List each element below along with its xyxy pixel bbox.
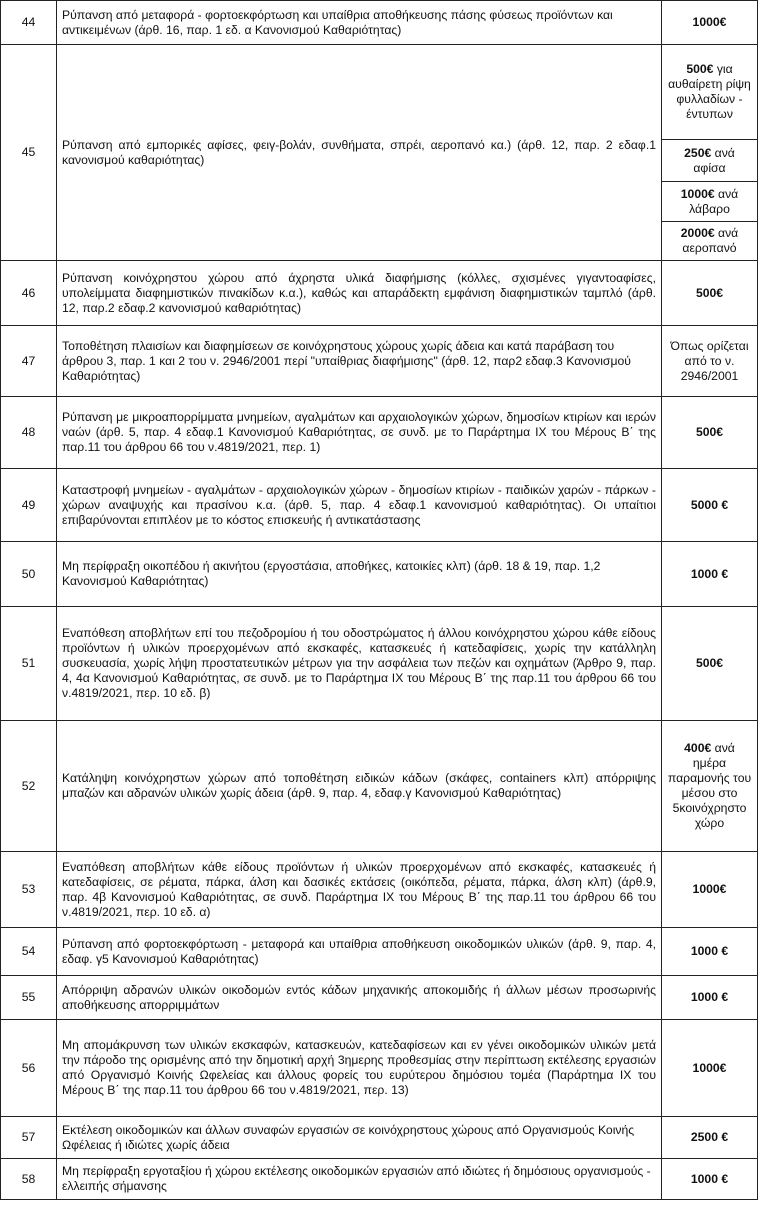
row-fine [662, 1117, 758, 1159]
fine-amount: 1000€ [692, 15, 727, 29]
table-row [1, 1, 758, 45]
fine-note: για αυθαίρετη ρίψη φυλλαδίων - έντυπων [668, 62, 751, 121]
fine-amount: 1000 € [690, 990, 729, 1004]
row-fine [662, 182, 758, 222]
table-row [1, 469, 758, 542]
fine-amount: 500€ [695, 425, 724, 439]
table-row [1, 1159, 758, 1200]
fine-amount: 500€ [695, 656, 724, 670]
row-description: Εναπόθεση αποβλήτων επί του πεζοδρομίου ή του οδοστρώματος ή άλλου κοινόχρηστου χώρου κάθε είδους προϊόντων ή υλικών προερχομένων από εκσκαφές, κατασκευές ή κατεδαφίσεις, χωρίς την κατάλληλη συσκευασία, χωρίς λήψη προστατευτικών μέτρων για την ασφάλεια των πεζών και οχημάτων (Άρθρο 9, παρ. 4, 4α Κανονισμού Καθαριότητας, σε συνδ. με το Παράρτημα IX του Μέρους Β΄ της παρ.11 του άρθρου 66 του ν.4819/2021, περ. 10 εδ. β) [57, 607, 662, 721]
row-description: Μη περίφραξη οικοπέδου ή ακινήτου (εργοστάσια, αποθήκες, κατοικίες κλπ) (άρθ. 18 & 19, παρ. 1,2 Κανονισμού Καθαριότητας) [57, 542, 662, 607]
row-fine [662, 469, 758, 542]
table-row [1, 261, 758, 326]
fine-amount: 250€ [684, 145, 712, 160]
row-fine [662, 607, 758, 721]
table-row [1, 542, 758, 607]
row-fine [662, 261, 758, 326]
row-number: 51 [1, 607, 57, 721]
fine-note: ανά αφίσα [693, 145, 735, 175]
row-description: Ρύπανση με μικροαπορρίμματα μνημείων, αγαλμάτων και αρχαιολογικών χώρων, δημοσίων κτιρίων και ιερών ναών (άρθ. 5, παρ. 4 εδαφ.1 Κανονισμού Καθαριότητας, σε συνδ. με το Παράρτημα IX του Μέρους Β΄ της παρ.11 του άρθρου 66 του ν.4819/2021, περ. 1) [57, 397, 662, 469]
row-description: Ρύπανση από φορτοεκφόρτωση - μεταφορά και υπαίθρια αποθήκευση οικοδομικών υλικών (άρθ. 9, παρ. 4, εδαφ. γ5 Κανονισμού Καθαριότητας) [57, 928, 662, 976]
fine-amount: 500€ [695, 285, 724, 300]
row-number: 55 [1, 976, 57, 1020]
fine-amount: 500€ [686, 62, 714, 76]
fine-amount: 1000€ [692, 1060, 727, 1075]
table-row [1, 1117, 758, 1159]
row-fine [662, 326, 758, 397]
fine-amount: Όπως ορίζεται από το ν. 2946/2001 [670, 338, 749, 383]
row-fine [662, 1159, 758, 1200]
row-fine [662, 140, 758, 182]
table-row [1, 1020, 758, 1117]
fine-amount: 1000 € [690, 1171, 729, 1186]
fine-amount: 1000 € [690, 566, 729, 581]
fine-note: ανά ημέρα παραμονής του μέσου στο 5κοινόχρηστο χώρο [667, 741, 752, 830]
row-fine [662, 976, 758, 1020]
row-description: Μη απομάκρυνση των υλικών εκσκαφών, κατασκευών, κατεδαφίσεων και εν γένει οικοδομικών υλικών μετά την πάροδο της ορισμένης από την δημοτική αρχή 3ημερης προθεσμίας στην περίπτωση εκτέλεσης εργασιών από Οργανισμό Κοινής Ωφελείας και άλλους φορείς του ευρύτερου δημόσιου τομέα (Παράρτημα IX του Μέρους Β΄ της παρ.11 του άρθρου 66 του ν.4819/2021, περ. 13) [57, 1020, 662, 1117]
fine-note: ανά λάβαρο [689, 186, 739, 216]
table-row [1, 721, 758, 852]
row-fine [662, 928, 758, 976]
row-number: 57 [1, 1117, 57, 1159]
fine-amount: 5000 € [690, 497, 729, 512]
row-fine [662, 852, 758, 928]
row-number: 46 [1, 261, 57, 326]
fine-amount: 1000€ [692, 882, 727, 896]
row-number: 48 [1, 397, 57, 469]
row-number: 49 [1, 469, 57, 542]
fine-note: ανά αεροπανό [682, 226, 739, 255]
row-description: Τοποθέτηση πλαισίων και διαφημίσεων σε κοινόχρηστους χώρους χωρίς άδεια και κατά παράβαση του άρθρου 3, παρ. 1 και 2 του ν. 2946/2001 περί "υπαίθριας διαφήμισης" (άρθ. 12, παρ2 εδαφ.3 Κανονισμού Καθαριότητας) [57, 326, 662, 397]
row-fine [662, 542, 758, 607]
row-number: 56 [1, 1020, 57, 1117]
fine-amount: 2000€ [680, 226, 715, 240]
row-number: 58 [1, 1159, 57, 1200]
row-description: Ρύπανση από εμπορικές αφίσες, φειγ-βολάν, συνθήματα, σπρέι, αεροπανό κα.) (άρθ. 12, παρ. 2 εδαφ.1 κανονισμού καθαριότητας) [57, 45, 662, 261]
table-row [1, 976, 758, 1020]
row-fine [662, 1020, 758, 1117]
row-description: Ρύπανση από μεταφορά - φορτοεκφόρτωση και υπαίθρια αποθήκευσης πάσης φύσεως προϊόντων και αντικειμένων (άρθ. 16, παρ. 1 εδ. α Κανονισμού Καθαριότητας) [57, 1, 662, 45]
row-fine [662, 222, 758, 261]
table-row [1, 45, 758, 140]
row-number: 54 [1, 928, 57, 976]
fine-amount: 1000€ [680, 186, 715, 201]
table-row [1, 928, 758, 976]
table-row [1, 607, 758, 721]
row-fine [662, 397, 758, 469]
row-description: Απόρριψη αδρανών υλικών οικοδομών εντός κάδων μηχανικής αποκομιδής ή άλλων μέσων προσωρινής αποθήκευσης απορριμμάτων [57, 976, 662, 1020]
row-description: Κατάληψη κοινόχρηστων χώρων από τοποθέτηση ειδικών κάδων (σκάφες, containers κλπ) απόρριψης μπαζών και αδρανών υλικών χωρίς άδεια (άρθ. 9, παρ. 4, εδαφ.γ Κανονισμού Καθαριότητας) [57, 721, 662, 852]
row-number: 45 [1, 45, 57, 261]
row-fine [662, 721, 758, 852]
fine-amount: 400€ [684, 741, 712, 755]
row-fine [662, 1, 758, 45]
row-number: 44 [1, 1, 57, 45]
row-number: 52 [1, 721, 57, 852]
row-description: Εκτέλεση οικοδομικών και άλλων συναφών εργασιών σε κοινόχρηστους χώρους από Οργανισμούς Κοινής Ωφέλειας ή ιδιώτες χωρίς άδεια [57, 1117, 662, 1159]
row-fine [662, 45, 758, 140]
row-description: Εναπόθεση αποβλήτων κάθε είδους προϊόντων ή υλικών προερχομένων από εκσκαφές, κατασκευές ή κατεδαφίσεις, σε ρέματα, πάρκα, άλση και δασικές εκτάσεις (οικόπεδα, ρέματα, πάρκα, άλση κλπ) (άρθ.9, παρ. 4β Κανονισμού Καθαριότητας, σε συνδ. Παράρτημα IX του Μέρους Β΄ της παρ.11 του άρθρου 66 του ν.4819/2021, περ. 10 εδ. α) [57, 852, 662, 928]
table-row [1, 397, 758, 469]
table-row [1, 852, 758, 928]
row-description: Καταστροφή μνημείων - αγαλμάτων - αρχαιολογικών χώρων - δημοσίων κτιρίων - παιδικών χαρών - πάρκων - χώρων αναψυχής και πρασίνου κ.α. (άρθ. 5, παρ. 4 εδαφ.1 κανονισμού καθαριότητας). Οι υπαίτιοι επιβαρύνονται επιπλέον με το κόστος επισκευής ή αντικατάστασης [57, 469, 662, 542]
row-number: 50 [1, 542, 57, 607]
table-row [1, 326, 758, 397]
row-number: 53 [1, 852, 57, 928]
fine-amount: 2500 € [690, 1130, 729, 1144]
row-number: 47 [1, 326, 57, 397]
row-description: Ρύπανση κοινόχρηστου χώρου από άχρηστα υλικά διαφήμισης (κόλλες, σχισμένες γιγαντοαφίσες, υπολείμματα διαφημιστικών πινακίδων κ.α.), καθώς και απαράδεκτη εμφάνιση διαφημιστικών ταμπλό (άρθ. 12, παρ.2 εδαφ.2 κανονισμού καθαριότητας) [57, 261, 662, 326]
fine-amount: 1000 € [690, 944, 729, 958]
row-description: Μη περίφραξη εργοταξίου ή χώρου εκτέλεσης οικοδομικών εργασιών από ιδιώτες ή δημόσιους οργανισμούς - ελλειπής σήμανσης [57, 1159, 662, 1200]
